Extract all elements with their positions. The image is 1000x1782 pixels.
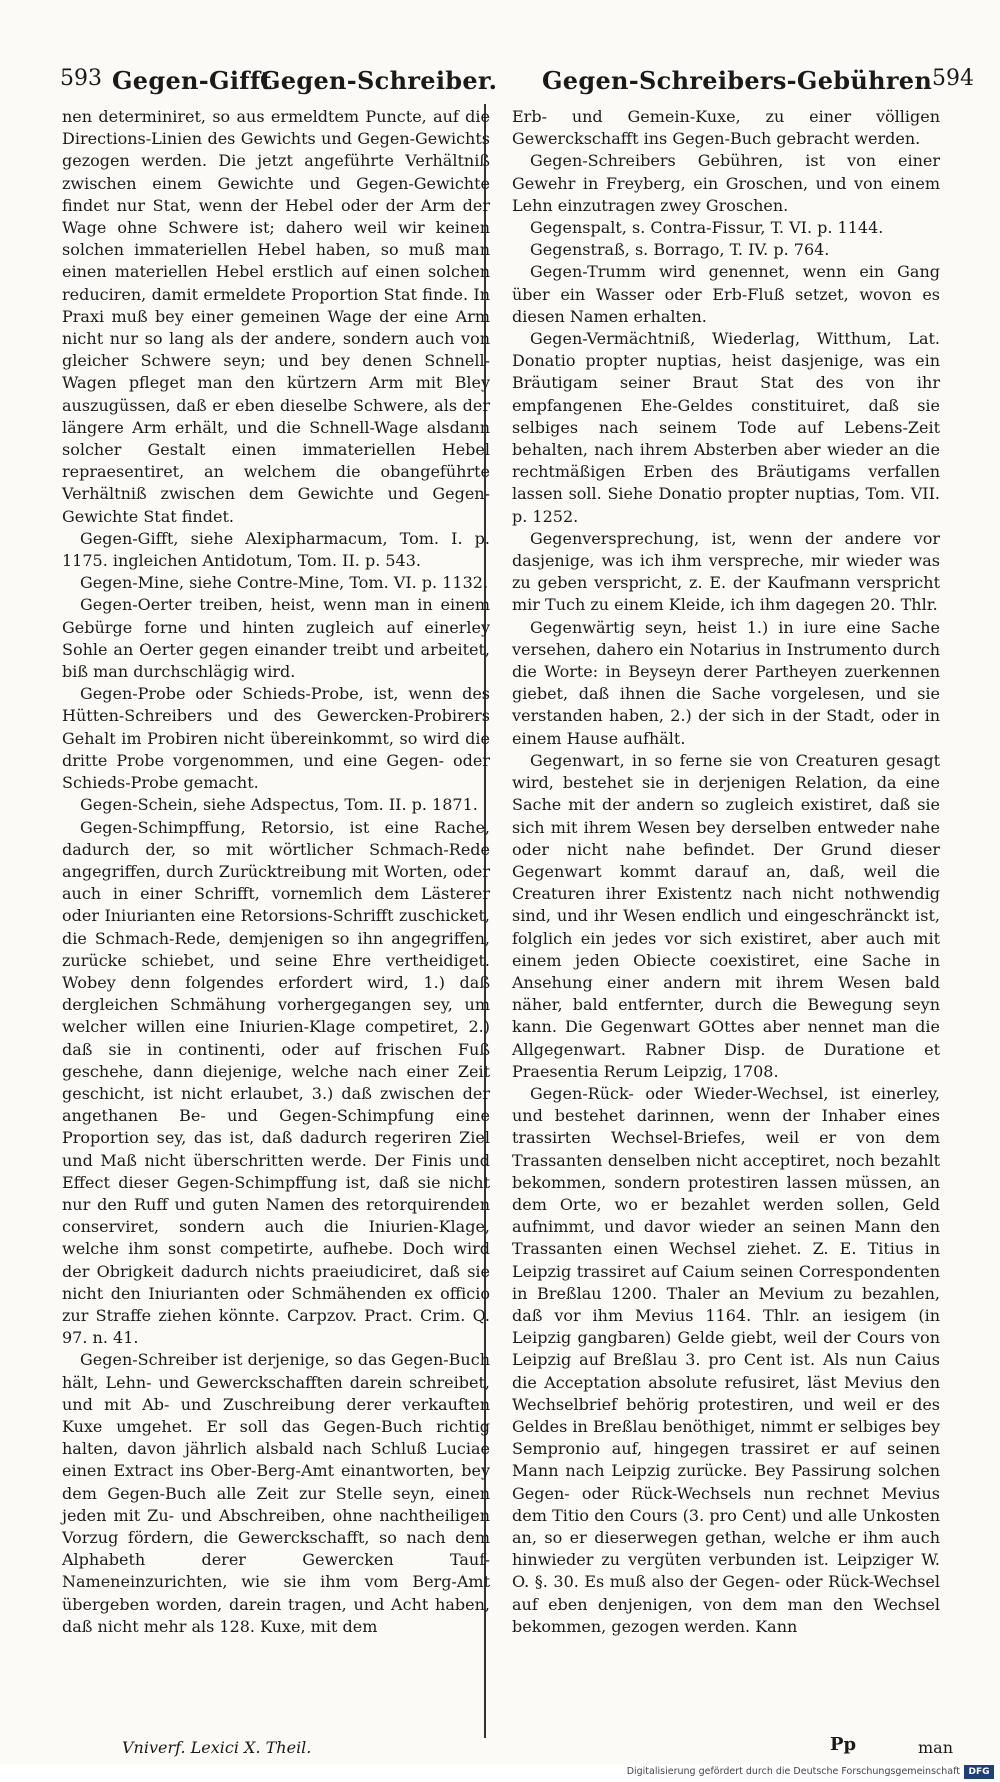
left-column	[62, 106, 490, 1638]
left-header-title-a: Gegen-Gifft	[112, 66, 272, 95]
credit-text: Digitalisierung gefördert durch die Deutsche Forschungsgemeinschaft	[626, 1766, 960, 1777]
paragraph: Gegen-Rück- oder Wieder-Wechsel, ist einerley, und bestehet darinnen, wenn der Inhaber eines trassirten Wechsel-Briefes, weil er von dem Trassanten denselben nicht acceptiret, noch bezahlt bekommen, sondern protestiren lassen müssen, an dem Orte, wo er bezahlet werden sollen, Geld aufnimmt, und davor wieder an seinen Mann den Trassanten einen Wechsel ziehet. Z. E. Titius in Leipzig trassiret auf Caium seinen Correspondenten in Breßlau 1200. Thaler an Mevium zu bezahlen, daß vor ihm Mevius 1164. Thlr. an iesigem (in Leipzig gangbaren) Gelde giebt, weil der Cours von Leipzig auf Breßlau 3. pro Cent ist. Als nun Caius die Acceptation absolute refusiret, läst Mevius den Wechselbrief behörig protestiren, und weil er des Geldes in Breßlau benöthiget, nimmt er selbiges bey Sempronio auf, hingegen trassiret er auf seinen Mann nach Leipzig zurücke. Bey Passirung solchen Gegen- oder Rück-Wechsels nun rechnet Mevius dem Titio den Cours (3. pro Cent) und alle Unkosten an, so er dieserwegen gethan, welche er ihm auch hinwieder zu vergüten verbunden ist. Leipziger W. O. §. 30. Es muß also der Gegen- oder Rück-Wechsel auf eben denjenigen, von dem man den Wechsel bekommen, gezogen werden. Kann	[512, 1083, 940, 1636]
digitization-credit-bar	[0, 1764, 1000, 1782]
paragraph: Gegen-Gifft, siehe Alexipharmacum, Tom. I. p. 1175. ingleichen Antidotum, Tom. II. p. 543.	[62, 528, 490, 571]
right-column	[512, 106, 940, 1638]
catchword: man	[918, 1738, 954, 1757]
paragraph: Gegen-Trumm wird genennet, wenn ein Gang über ein Wasser oder Erb-Fluß setzet, wovon es diesen Namen erhalten.	[512, 262, 940, 326]
right-page-number: 594	[932, 66, 974, 91]
paragraph: Gegen-Schreibers Gebühren, ist von einer Gewehr in Freyberg, ein Groschen, und von einem Lehn einzutragen zwey Groschen.	[512, 151, 940, 215]
paragraph: Gegenversprechung, ist, wenn der andere vor dasjenige, was ich ihm verspreche, mir wieder was zu geben verspricht, z. E. der Kaufmann verspricht mir Tuch zu einem Kleide, ich ihm dagegen 20. Thlr.	[512, 528, 940, 615]
signature-line: Vniverf. Lexici X. Theil.	[122, 1738, 312, 1757]
right-header-title: Gegen-Schreibers-Gebühren	[542, 66, 933, 95]
running-header	[60, 66, 974, 100]
paragraph: Gegen-Probe oder Schieds-Probe, ist, wenn des Hütten-Schreibers und des Gewercken-Probirers Gehalt im Probiren nicht übereinkommt, so wird die dritte Probe vorgenommen, und eine Gegen- oder Schieds-Probe gemacht.	[62, 684, 490, 793]
paragraph: Gegenstraß, s. Borrago, T. IV. p. 764.	[530, 240, 830, 260]
left-header-title-b: Gegen-Schreiber.	[260, 66, 498, 95]
paragraph: Gegenwärtig seyn, heist 1.) in iure eine Sache versehen, dahero ein Notarius in Instrumento durch die Worte: in Beyseyn derer Partheyen zuerkennen giebet, daß ihnen die Sache vorgelesen, und sie verstanden haben, 2.) der sich in der Stadt, oder in einem Hause aufhält.	[512, 617, 940, 748]
paragraph: Erb- und Gemein-Kuxe, zu einer völligen Gewerckschafft ins Gegen-Buch gebracht werden.	[512, 107, 940, 149]
paragraph: Gegen-Schreiber ist derjenige, so das Gegen-Buch hält, Lehn- und Gewerckschafften darein schreibet, und mit Ab- und Zuschreibung derer verkauften Kuxe umgehet. Er soll das Gegen-Buch richtig halten, davon jährlich alsbald nach Schluß Luciae einen Extract ins Ober-Berg-Amt einantworten, bey dem Gegen-Buch alle Zeit zur Stelle seyn, einen jeden mit Zu- und Abschreiben, ohne nachtheiligen Vorzug fördern, die Gewerckschafft, so nach dem Alphabeth derer Gewercken Tauf-Nameneinzurichten, wie sie ihm vom Berg-Amt übergeben worden, darein tragen, und Acht haben, daß nicht mehr als 128. Kuxe, mit dem	[62, 1350, 490, 1636]
paragraph: Gegen-Schimpffung, Retorsio, ist eine Rache, dadurch der, so mit wörtlicher Schmach-Rede angegriffen, durch Zurücktreibung mit Worten, oder auch in einer Schrifft, vornemlich dem Lästerer oder Iniurianten eine Retorsions-Schrifft zuschicket, die Schmach-Rede, demjenigen so ihn angegriffen, zurücke schiebet, und seine Ehre vertheidiget. Wobey denn folgendes erfordert wird, 1.) daß dergleichen Schmähung vorhergegangen sey, um welcher willen eine Iniurien-Klage competiret, 2.) daß sie in continenti, oder auf frischen Fuß geschehe, dann diejenige, welche nach einer Zeit geschicht, ist nicht erlaubet, 3.) daß zwischen der angethanen Be- und Gegen-Schimpfung eine Proportion sey, das ist, daß dadurch regeriren Ziel und Maß nicht überschritten werde. Der Finis und Effect dieser Gegen-Schimpffung ist, daß sie nicht nur den Ruff und guten Namen des retorquirenden conserviret, sondern auch die Iniurien-Klage, welche ihm sonst competirte, aufhebe. Doch wird der Obrigkeit dadurch nichts praeiudiciret, daß sie nicht den Iniurianten oder Schmähenden ex officio zur Straffe ziehen könnte. Carpzov. Pract. Crim. Q. 97. n. 41.	[62, 817, 490, 1348]
paragraph: Gegen-Vermächtniß, Wiederlag, Witthum, Lat. Donatio propter nuptias, heist dasjenige, was ein Bräutigam seiner Braut Stat des von ihr empfangenen Ehe-Geldes constituiret, daß sie selbiges nach seinem Tode auf Lebens-Zeit behalten, nach ihrem Absterben aber wieder an die rechtmäßigen Erben des Bräutigams verfallen lassen soll. Siehe Donatio propter nuptias, Tom. VII. p. 1252.	[512, 329, 940, 526]
paragraph: Gegenwart, in so ferne sie von Creaturen gesagt wird, bestehet sie in derjenigen Relation, da eine Sache mit der andern so zugleich existiret, daß sie sich mit ihrem Wesen bey derselben entweder nahe oder nicht nahe befindet. Der Grund dieser Gegenwart kommt darauf an, daß, weil die Creaturen ihrer Existentz nach nicht nothwendig sind, und ihr Wesen endlich und eingeschränckt ist, folglich ein jedes vor sich existiret, aber auch mit einem jeden Obiecte coexistiret, eine Sache in Ansehung einer andern mit ihrem Wesen bald näher, bald entfernter, durch die Bewegung seyn kann. Die Gegenwart GOttes aber nennet man die Allgegenwart. Rabner Disp. de Duratione et Praesentia Rerum Leipzig, 1708.	[512, 750, 940, 1081]
paragraph: Gegen-Oerter treiben, heist, wenn man in einem Gebürge forne und hinten zugleich auf einerley Sohle an Oerter gegen einander treibt und arbeitet, biß man durchschlägig wird.	[62, 595, 490, 682]
paragraph: nen determiniret, so aus ermeldtem Puncte, auf die Directions-Linien des Gewichts und Gegen-Gewichts gezogen werden. Die jetzt angeführte Verhältniß zwischen einem Gewichte und Gegen-Gewichte findet nur Stat, wenn der Hebel oder der Arm der Wage ohne Schwere ist; dahero weil wir keinen solchen immateriellen Hebel haben, so muß man einen materiellen Hebel erstlich auf einen solchen reduciren, damit ermeldete Proportion Stat finde. In Praxi muß bey einer gemeinen Wage der eine Arm nicht nur so lang als der andere, sondern auch von gleicher Schwere seyn; und bey denen Schnell-Wagen pfleget man den kürtzern Arm mit Bley auszugüssen, daß er eben dieselbe Schwere, als der längere Arm erhält, und die Schnell-Wage alsdann solcher Gestalt einen immateriellen Hebel repraesentiret, an welchem die obangeführte Verhältniß zwischen dem Gewichte und Gegen-Gewichte Stat findet.	[62, 107, 490, 526]
paragraph: Gegenspalt, s. Contra-Fissur, T. VI. p. 1144.	[530, 218, 884, 238]
paragraph: Gegen-Mine, siehe Contre-Mine, Tom. VI. p. 1132.	[80, 573, 489, 593]
dfg-logo-icon: DFG	[964, 1765, 994, 1779]
signature-mark: Pp	[830, 1734, 857, 1755]
paragraph: Gegen-Schein, siehe Adspectus, Tom. II. p. 1871.	[80, 795, 478, 815]
left-page-number: 593	[60, 66, 102, 91]
